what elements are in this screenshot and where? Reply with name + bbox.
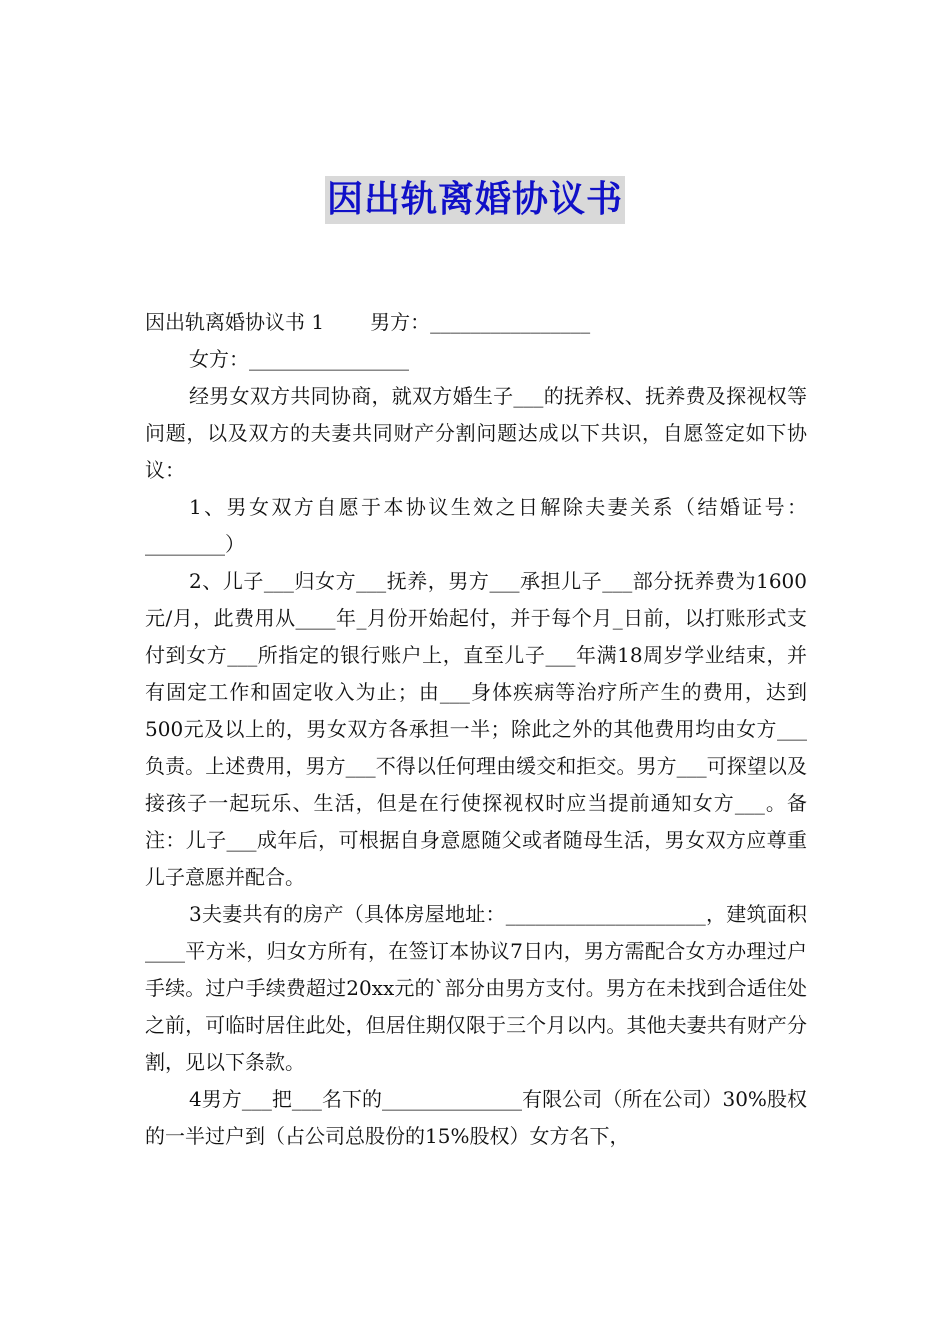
husband-field: 男方：________________: [370, 310, 591, 334]
clause-4-paragraph: 4男方___把___名下的______________有限公司（所在公司）30%股权的一半过户到（占公司总股份的15%股权）女方名下，: [145, 1087, 807, 1148]
clause-1-paragraph: 1、男女双方自愿于本协议生效之日解除夫妻关系（结婚证号：________）: [145, 495, 807, 556]
doc-heading-number: 因出轨离婚协议书 1: [145, 310, 325, 334]
document-body: [145, 304, 807, 1155]
intro-paragraph: 经男女双方共同协商，就双方婚生子___的抚养权、抚养费及探视权等问题，以及双方的夫妻共同财产分割问题达成以下共识，自愿签定如下协议：: [145, 384, 807, 482]
clause-2-paragraph: 2、儿子___归女方___抚养，男方___承担儿子___部分抚养费为1600元/月，此费用从____年_月份开始起付，并于每个月_日前，以打账形式支付到女方___所指定的银行账户上，直至儿子___年满18周岁学业结束，并有固定工作和固定收入为止；由___身体疾病等治疗所产生的费用，达到500元及以上的，男女双方各承担一半；除此之外的其他费用均由女方___负责。上述费用，男方___不得以任何理由缓交和拒交。男方___可探望以及接孩子一起玩乐、生活，但是在行使探视权时应当提前通知女方___。备注：儿子___成年后，可根据自身意愿随父或者随母生活，男女双方应尊重儿子意愿并配合。: [145, 569, 807, 889]
clause-3-paragraph: 3夫妻共有的房产（具体房屋地址：____________________，建筑面积____平方米，归女方所有，在签订本协议7日内，男方需配合女方办理过户手续。过户手续费超过20xx元的`部分由男方支付。男方在未找到合适住处之前，可临时居住此处，但居住期仅限于三个月以内。其他夫妻共有财产分割，见以下条款。: [145, 902, 807, 1074]
header-line: [145, 304, 807, 341]
title-container: [0, 176, 950, 224]
document-title: 因出轨离婚协议书: [325, 176, 625, 224]
wife-field: 女方：________________: [189, 347, 409, 371]
